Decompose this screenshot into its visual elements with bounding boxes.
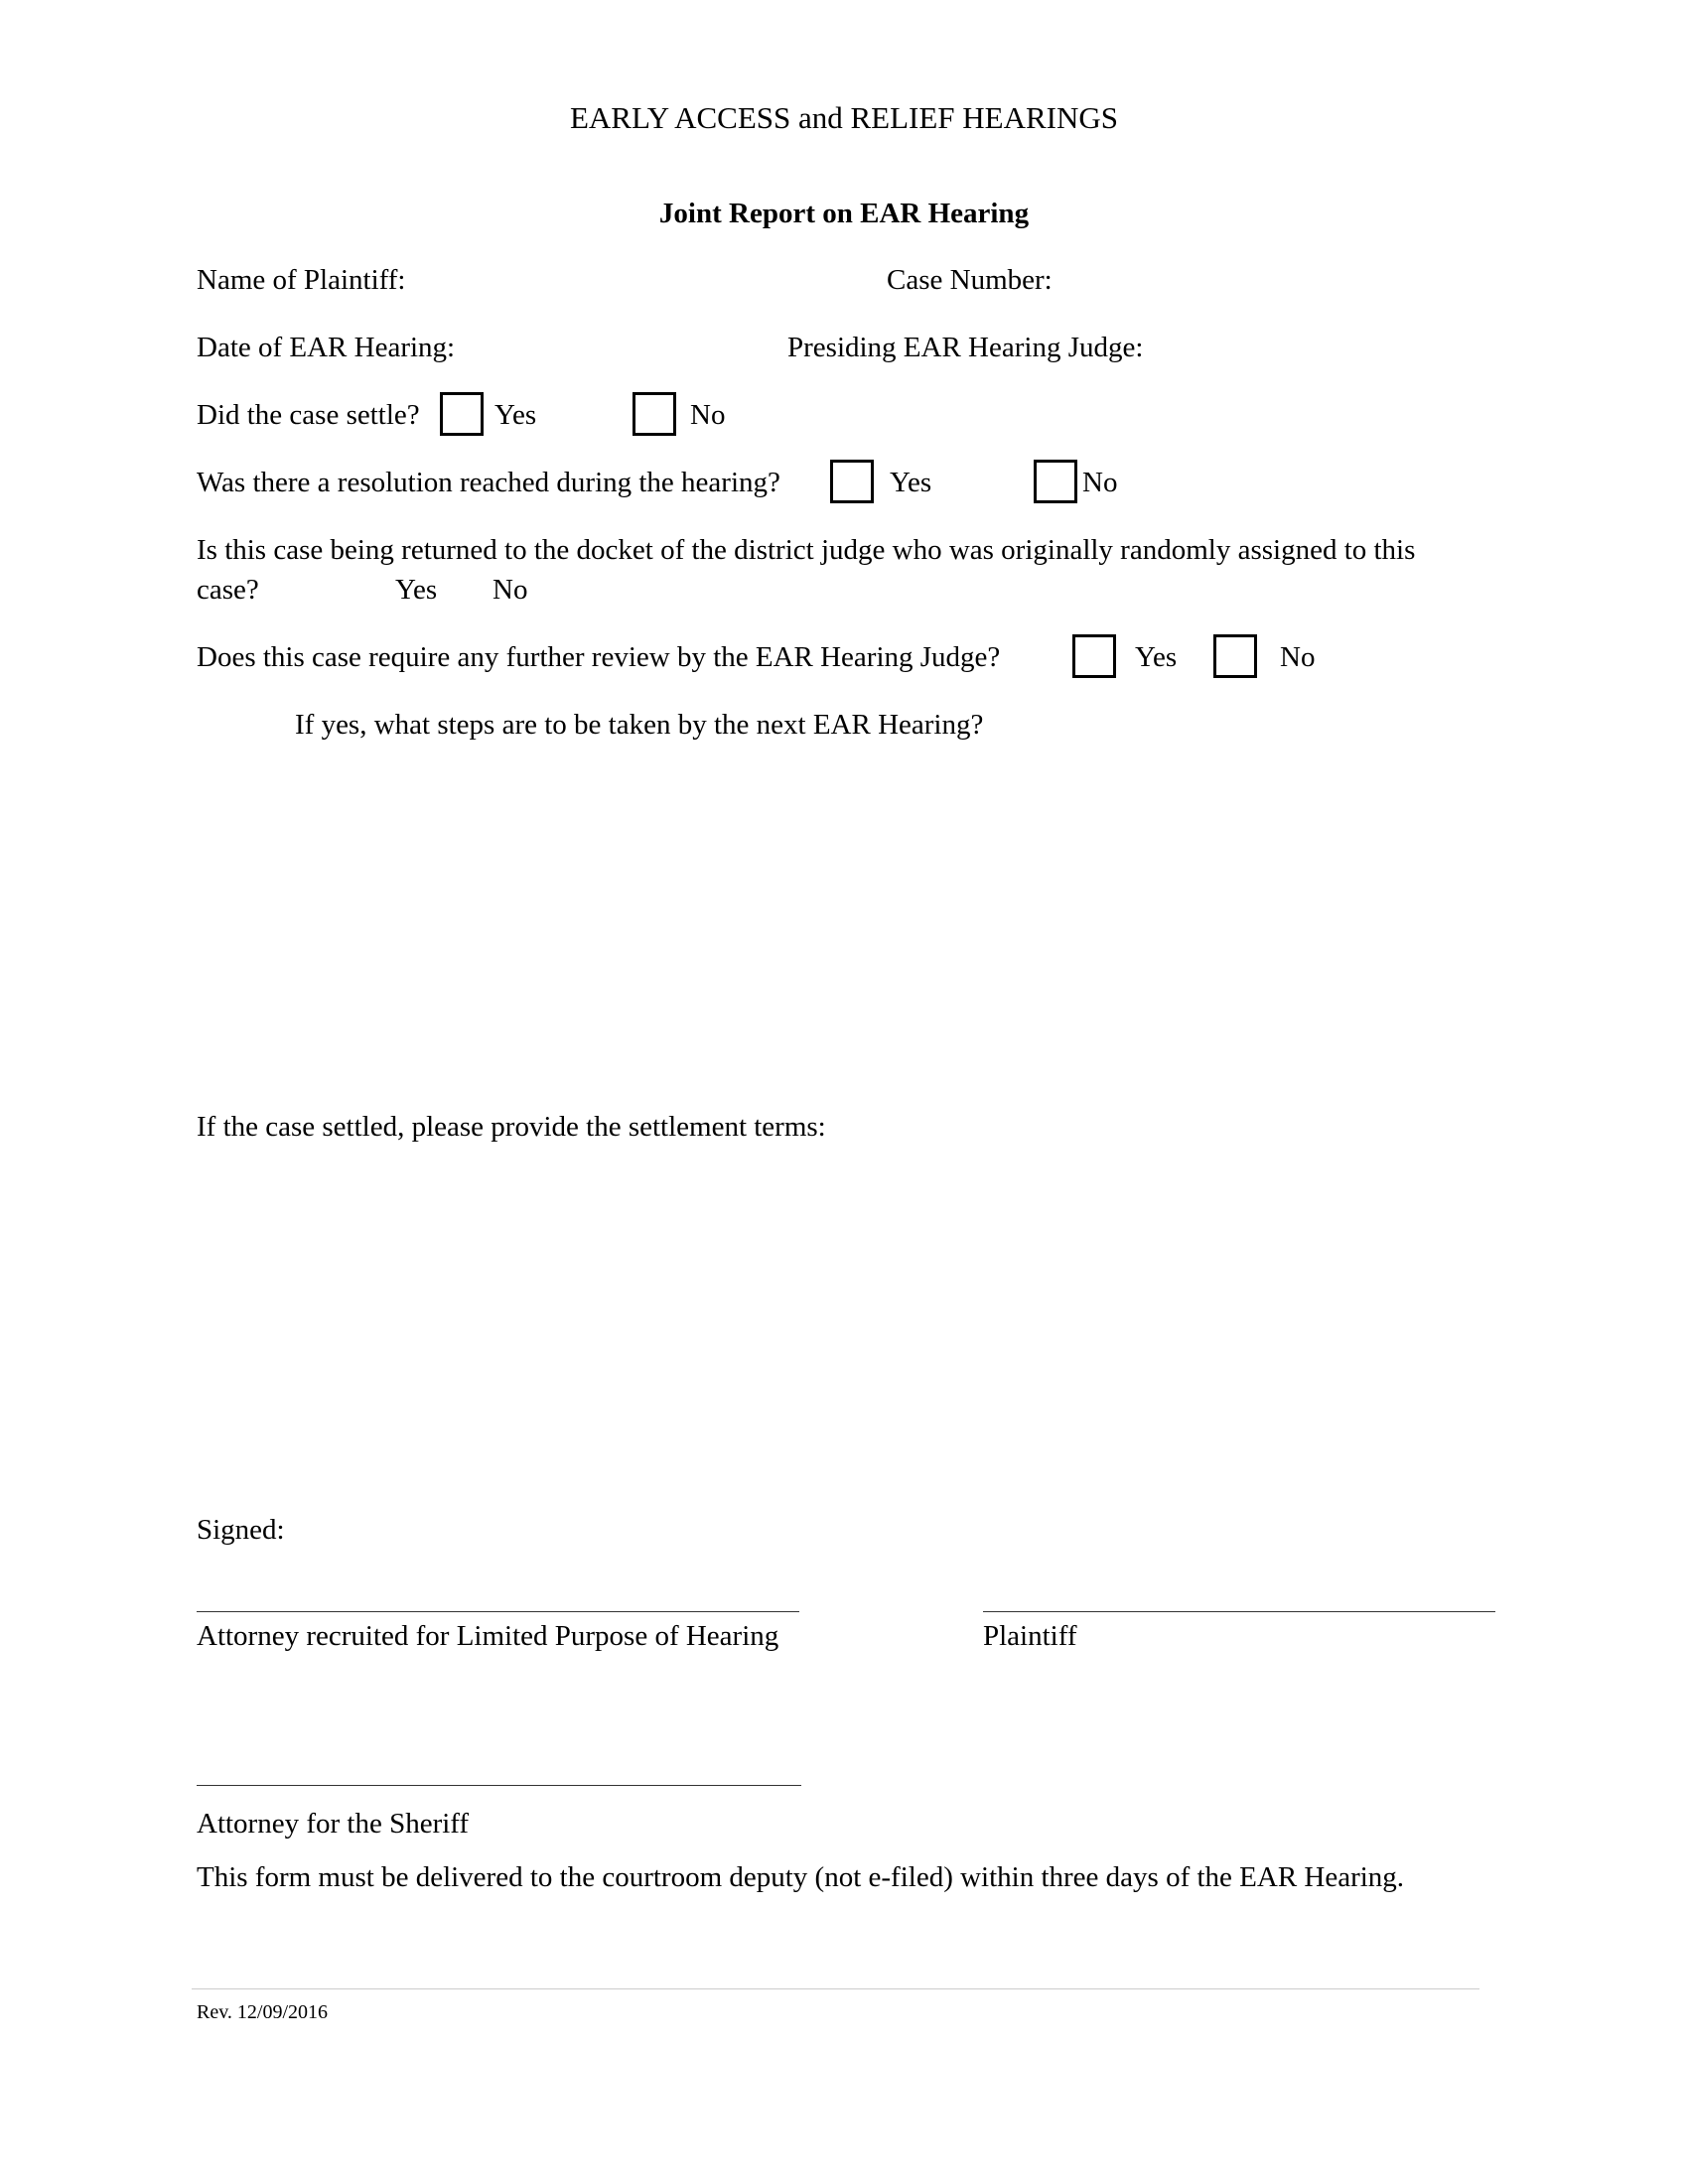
plaintiff-name-label: Name of Plaintiff: <box>197 264 406 296</box>
resolution-no-label: No <box>1082 467 1118 498</box>
resolution-question: Was there a resolution reached during the hearing? <box>197 467 780 498</box>
revision-date: Rev. 12/09/2016 <box>197 2001 329 2023</box>
document-title: EARLY ACCESS and RELIEF HEARINGS <box>569 100 1119 135</box>
presiding-judge-label: Presiding EAR Hearing Judge: <box>787 332 1144 363</box>
plaintiff-signature-label: Plaintiff <box>983 1620 1077 1652</box>
settle-no-label: No <box>690 399 726 431</box>
settlement-terms-prompt: If the case settled, please provide the settlement terms: <box>197 1111 826 1143</box>
resolution-no-checkbox[interactable] <box>1034 460 1077 503</box>
signed-label: Signed: <box>197 1514 285 1546</box>
further-review-yes-checkbox[interactable] <box>1072 634 1116 678</box>
settle-yes-checkbox[interactable] <box>440 392 484 436</box>
settle-question: Did the case settle? <box>197 399 420 431</box>
attorney-recruited-label: Attorney recruited for Limited Purpose of Hearing <box>197 1620 779 1652</box>
case-number-label: Case Number: <box>887 264 1053 296</box>
resolution-yes-checkbox[interactable] <box>830 460 874 503</box>
further-review-no-label: No <box>1280 641 1316 673</box>
delivery-notice: This form must be delivered to the courtroom deputy (not e-filed) within three days of the EAR Hearing. <box>197 1861 1405 1893</box>
attorney-sheriff-label: Attorney for the Sheriff <box>197 1808 470 1840</box>
resolution-yes-label: Yes <box>890 467 932 498</box>
further-review-yes-label: Yes <box>1135 641 1178 673</box>
hearing-date-label: Date of EAR Hearing: <box>197 332 456 363</box>
returned-yes-label[interactable]: Yes <box>395 574 438 606</box>
further-review-no-checkbox[interactable] <box>1213 634 1257 678</box>
settle-no-checkbox[interactable] <box>633 392 676 436</box>
footer-divider <box>192 1988 1479 1989</box>
plaintiff-signature-line[interactable] <box>983 1611 1495 1612</box>
returned-no-label[interactable]: No <box>492 574 528 606</box>
settle-yes-label: Yes <box>494 399 537 431</box>
attorney-recruited-signature-line[interactable] <box>197 1611 799 1612</box>
further-review-question: Does this case require any further review by the EAR Hearing Judge? <box>197 641 1001 673</box>
document-subtitle: Joint Report on EAR Hearing <box>658 198 1030 229</box>
next-steps-prompt: If yes, what steps are to be taken by the next EAR Hearing? <box>295 709 984 741</box>
attorney-sheriff-signature-line[interactable] <box>197 1785 801 1786</box>
returned-question-line2: case? <box>197 574 259 606</box>
returned-question-line1: Is this case being returned to the docket of the district judge who was originally randomly assigned to this <box>197 534 1416 566</box>
